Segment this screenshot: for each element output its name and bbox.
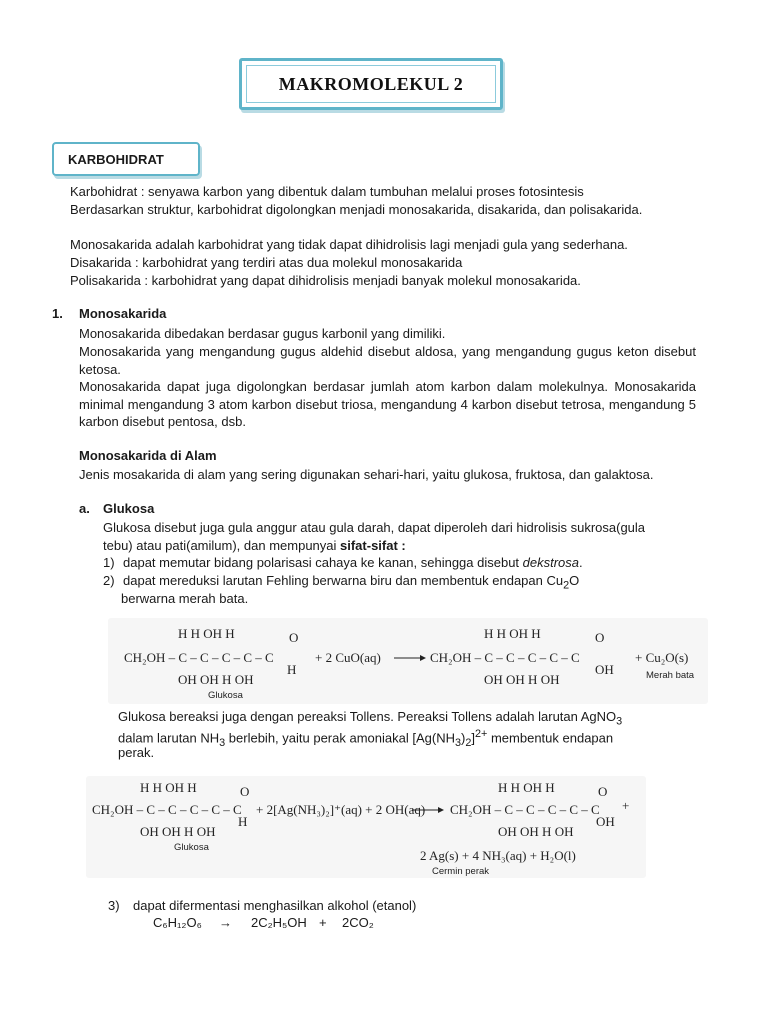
tollens-rhs: CH₂OH – C – C – C – C – C (450, 802, 600, 817)
alam-heading: Monosakarida di Alam (79, 448, 217, 463)
tollens-rhs-acid-o: O (598, 784, 608, 799)
item1-number: 1) (103, 555, 115, 570)
fehling-lhs-aldehyde-o: O (289, 630, 299, 645)
fehling-svg (108, 618, 708, 704)
mono-paragraph-3: Monosakarida dapat juga digolongkan berdasar jumlah atom karbon dalam molekulnya. Monosakarida minimal mengandung 3 atom karbon disebut triosa, mengandung 4 karbon disebut tetrosa, mengandung 5 karbon disebut pentosa, dsb. (79, 379, 696, 429)
tollens-rhs-top-h: H H OH H (498, 780, 555, 795)
item2-number: 2) (103, 573, 115, 588)
fermentation-product-2: 2CO₂ (342, 915, 374, 930)
tollens-lhs-aldehyde-o: O (240, 784, 250, 799)
section-label-karbohidrat: KARBOHIDRAT (52, 142, 200, 176)
fermentation-arrow: → (219, 915, 232, 930)
fehling-lhs-caption: Glukosa (208, 690, 243, 701)
tollens-product-caption: Cermin perak (432, 866, 490, 877)
item3-number: 3) (108, 898, 120, 913)
tollens-reagent: + 2[Ag(NH₃)₂]⁺(aq) + 2 OH(aq) (256, 802, 426, 817)
intro-line-1: Karbohidrat : senyawa karbon yang dibentuk dalam tumbuhan melalui proses fotosintesis (70, 184, 584, 199)
fehling-rhs-acid-oh: OH (595, 662, 614, 677)
alam-paragraph: Jenis mosakarida di alam yang sering digunakan sehari-hari, yaitu glukosa, fruktosa, dan galaktosa. (79, 467, 654, 482)
intro-line-3: Monosakarida adalah karbohidrat yang tidak dapat dihidrolisis lagi menjadi gula yang sederhana. (70, 237, 628, 252)
tollens-rhs-acid-oh: OH (596, 814, 615, 829)
fermentation-plus: + (319, 915, 327, 930)
page-title: MAKROMOLEKUL 2 (246, 65, 496, 103)
reaction-tollens (86, 776, 646, 878)
fermentation-reactant: C₆H₁₂O₆ (153, 915, 202, 930)
glukosa-paragraph: Glukosa disebut juga gula anggur atau gula darah, dapat diperoleh dari hidrolisis sukrosa(gula tebu) atau pati(amilum), dan mempunyai sifat-sifat : (103, 520, 646, 553)
tollens-lhs-caption: Glukosa (174, 842, 209, 853)
fehling-lhs-aldehyde-h: H (287, 662, 297, 677)
tollens-line-3: perak. (118, 745, 155, 760)
fehling-product: + Cu₂O(s) (635, 650, 689, 665)
tollens-arrow-head (438, 807, 444, 813)
fehling-product-caption: Merah bata (646, 670, 695, 681)
glukosa-heading: Glukosa (103, 501, 155, 516)
tollens-svg (86, 776, 646, 878)
mono-paragraph-1: Monosakarida dibedakan berdasar gugus karbonil yang dimiliki. (79, 326, 446, 341)
mono-heading: Monosakarida (79, 306, 167, 321)
tollens-product: 2 Ag(s) + 4 NH₃(aq) + H₂O(l) (420, 848, 576, 863)
fehling-lhs: CH₂OH – C – C – C – C – C (124, 650, 274, 665)
mono-paragraph-2: Monosakarida yang mengandung gugus aldehid disebut aldosa, yang mengandung gugus keton disebut ketosa. (79, 344, 696, 377)
tollens-lhs: CH₂OH – C – C – C – C – C (92, 802, 242, 817)
reaction-fehling (108, 618, 708, 704)
fehling-arrow-head (420, 655, 426, 661)
intro-line-5: Polisakarida : karbohidrat yang dapat dihidrolisis menjadi banyak molekul monosakarida. (70, 273, 581, 288)
tollens-lhs-aldehyde-h: H (238, 814, 248, 829)
fehling-rhs-acid-o: O (595, 630, 605, 645)
glukosa-letter: a. (79, 501, 90, 516)
mono-number: 1. (52, 306, 63, 321)
tollens-plus: + (622, 798, 630, 813)
tollens-lhs-bottom-oh: OH OH H OH (140, 824, 216, 839)
tollens-lhs-top-h: H H OH H (140, 780, 197, 795)
title-frame (239, 58, 503, 110)
tollens-rhs-bottom-oh: OH OH H OH (498, 824, 574, 839)
fehling-rhs-top-h: H H OH H (484, 626, 541, 641)
fehling-lhs-bottom-oh: OH OH H OH (178, 672, 254, 687)
fehling-rhs: CH₂OH – C – C – C – C – C (430, 650, 580, 665)
intro-line-2: Berdasarkan struktur, karbohidrat digolongkan menjadi monosakarida, disakarida, dan polisakarida. (70, 202, 643, 217)
fehling-lhs-top-h: H H OH H (178, 626, 235, 641)
intro-line-4: Disakarida : karbohidrat yang terdiri atas dua molekul monosakarida (70, 255, 463, 270)
tollens-line-1: Glukosa bereaksi juga dengan pereaksi Tollens. Pereaksi Tollens adalah larutan AgNO$_3$ (118, 709, 623, 728)
fermentation-product-1: 2C₂H₅OH (251, 915, 307, 930)
item3-text: dapat difermentasi menghasilkan alkohol (etanol) (133, 898, 417, 913)
fehling-rhs-bottom-oh: OH OH H OH (484, 672, 560, 687)
fehling-reagent: + 2 CuO(aq) (315, 650, 381, 665)
item1-text: dapat memutar bidang polarisasi cahaya ke kanan, sehingga disebut dekstrosa. (123, 555, 583, 570)
item2-text: dapat mereduksi larutan Fehling berwarna biru dan membentuk endapan $Cu_2O$ (123, 573, 580, 592)
item2-continuation: berwarna merah bata. (121, 591, 249, 606)
tollens-line-2: dalam larutan $NH_3$ berlebih, yaitu perak amoniakal $[Ag(NH_3)_2]^{2+}$ membentuk endapan (118, 728, 614, 749)
